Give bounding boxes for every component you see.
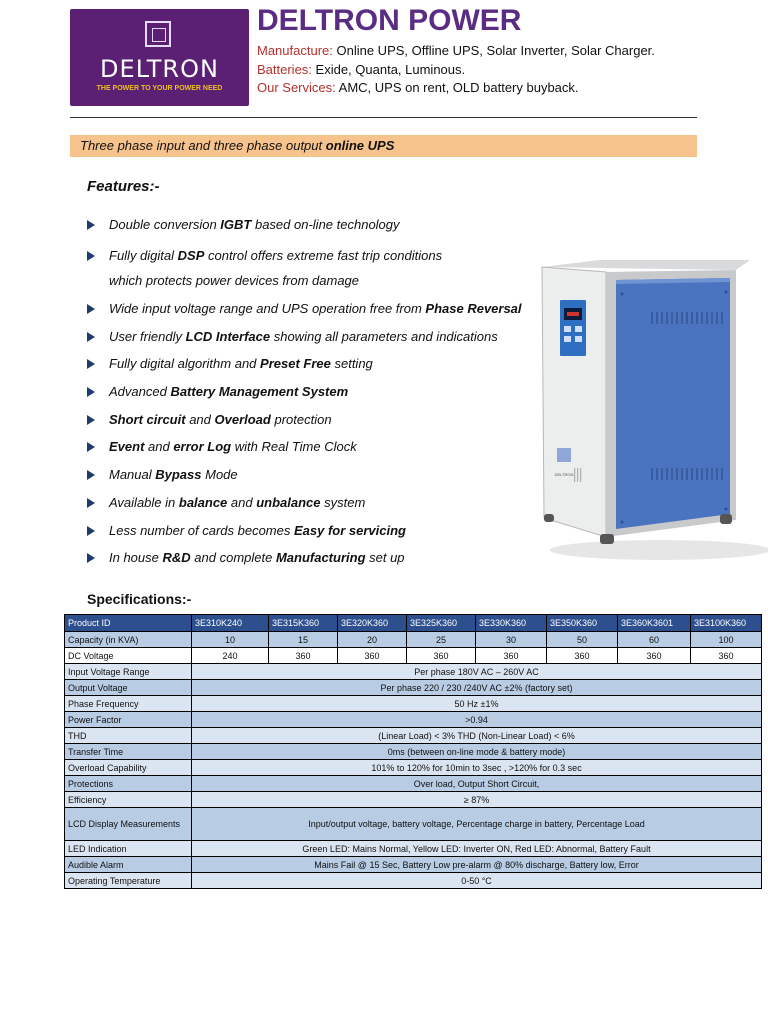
feature-bold-text: error Log <box>173 439 232 454</box>
row-value: Per phase 180V AC – 260V AC <box>192 664 762 680</box>
capacity-row <box>65 632 762 648</box>
specifications-table <box>64 614 762 889</box>
row-label: Protections <box>65 776 192 792</box>
capacity-cell: 60 <box>618 632 691 648</box>
row-value: 0-50 °C <box>192 873 762 889</box>
row-label: Efficiency <box>65 792 192 808</box>
feature-bold-text: Manufacturing <box>275 550 366 565</box>
row-label: LCD Display Measurements <box>65 808 192 841</box>
dc-voltage-cell: 360 <box>476 648 547 664</box>
feature-plain-text: and <box>144 439 174 454</box>
row-label: Operating Temperature <box>65 873 192 889</box>
company-title: DELTRON POWER <box>257 4 522 37</box>
row-value: ≥ 87% <box>192 792 762 808</box>
bullet-arrow-icon <box>87 498 95 508</box>
feature-text <box>109 550 405 565</box>
svg-text:DELTRON: DELTRON <box>554 472 574 477</box>
feature-bold-text: IGBT <box>220 217 252 232</box>
row-label: Overload Capability <box>65 760 192 776</box>
feature-plain-text: which protects power devices from damage <box>109 273 360 288</box>
capacity-cell: 20 <box>338 632 407 648</box>
row-value: (Linear Load) < 3% THD (Non-Linear Load) < 6% <box>192 728 762 744</box>
feature-plain-text: Less number of cards becomes <box>109 523 294 538</box>
table-row <box>65 873 762 889</box>
capacity-cell: 50 <box>547 632 618 648</box>
dc-voltage-cell: 360 <box>338 648 407 664</box>
dc-voltage-row <box>65 648 762 664</box>
table-row <box>65 696 762 712</box>
feature-bold-text: Phase Reversal <box>425 301 522 316</box>
table-row <box>65 728 762 744</box>
bullet-arrow-icon <box>87 359 95 369</box>
row-value: Green LED: Mains Normal, Yellow LED: Inverter ON, Red LED: Abnormal, Battery Fault <box>192 841 762 857</box>
feature-plain-text: User friendly <box>109 329 186 344</box>
feature-text <box>109 412 332 427</box>
feature-plain-text: system <box>320 495 366 510</box>
bullet-arrow-icon <box>87 332 95 342</box>
ups-cabinet-image <box>530 232 768 567</box>
feature-plain-text: and <box>185 412 215 427</box>
product-banner <box>70 135 697 157</box>
bullet-arrow-icon <box>87 220 95 230</box>
header-line-batteries <box>257 62 465 77</box>
dc-voltage-cell: 360 <box>547 648 618 664</box>
feature-plain-text: control offers extreme fast trip conditions <box>204 248 443 263</box>
batteries-label: Batteries: <box>257 62 312 77</box>
feature-plain-text: protection <box>270 412 332 427</box>
table-row <box>65 664 762 680</box>
row-value: 0ms (between on-line mode & battery mode) <box>192 744 762 760</box>
feature-plain-text: Advanced <box>109 384 171 399</box>
feature-text <box>109 273 359 288</box>
table-row <box>65 776 762 792</box>
table-header-row <box>65 615 762 632</box>
bullet-arrow-icon <box>87 387 95 397</box>
dc-voltage-cell: 360 <box>618 648 691 664</box>
product-id-cell: 3E315K360 <box>269 615 338 632</box>
feature-bold-text: Overload <box>214 412 271 427</box>
feature-bold-text: unbalance <box>256 495 321 510</box>
services-label: Our Services: <box>257 80 336 95</box>
row-label: Capacity (in KVA) <box>65 632 192 648</box>
manufacture-label: Manufacture: <box>257 43 333 58</box>
product-id-cell: 3E350K360 <box>547 615 618 632</box>
feature-text <box>109 217 400 232</box>
dc-voltage-cell: 360 <box>407 648 476 664</box>
feature-text <box>109 439 357 454</box>
manufacture-value: Online UPS, Offline UPS, Solar Inverter, Solar Charger. <box>332 43 655 58</box>
row-label: Audible Alarm <box>65 857 192 873</box>
row-label: Product ID <box>65 615 192 632</box>
table-row <box>65 712 762 728</box>
row-label: Output Voltage <box>65 680 192 696</box>
bullet-arrow-icon <box>87 553 95 563</box>
product-id-cell: 3E330K360 <box>476 615 547 632</box>
feature-plain-text: set up <box>365 550 405 565</box>
bullet-arrow-icon <box>87 415 95 425</box>
bullet-arrow-icon <box>87 304 95 314</box>
feature-plain-text: setting <box>330 356 373 371</box>
table-row <box>65 808 762 841</box>
product-id-cell: 3E320K360 <box>338 615 407 632</box>
capacity-cell: 30 <box>476 632 547 648</box>
feature-text <box>109 356 373 371</box>
capacity-cell: 15 <box>269 632 338 648</box>
feature-bold-text: Battery Management System <box>170 384 349 399</box>
feature-text <box>109 301 522 316</box>
chip-icon <box>145 21 171 47</box>
feature-bold-text: R&D <box>162 550 191 565</box>
feature-bold-text: Event <box>109 439 145 454</box>
feature-plain-text: with Real Time Clock <box>231 439 357 454</box>
row-value: >0.94 <box>192 712 762 728</box>
feature-plain-text: based on-line technology <box>251 217 400 232</box>
row-value: Per phase 220 / 230 /240V AC ±2% (factory set) <box>192 680 762 696</box>
bullet-arrow-icon <box>87 442 95 452</box>
feature-plain-text: Double conversion <box>109 217 221 232</box>
banner-text: Three phase input and three phase output <box>80 138 326 153</box>
product-id-cell: 3E3100K360 <box>691 615 762 632</box>
logo-brand-text: DELTRON <box>100 55 219 83</box>
capacity-cell: 100 <box>691 632 762 648</box>
feature-plain-text: and complete <box>190 550 276 565</box>
feature-bold-text: Bypass <box>155 467 202 482</box>
banner-bold-text: online UPS <box>325 138 395 153</box>
header-line-manufacture <box>257 43 655 58</box>
dc-voltage-cell: 240 <box>192 648 269 664</box>
feature-plain-text: In house <box>109 550 163 565</box>
header-divider <box>70 117 697 118</box>
feature-plain-text: Available in <box>109 495 179 510</box>
row-value: 101% to 120% for 10min to 3sec , >120% for 0.3 sec <box>192 760 762 776</box>
row-label: LED Indication <box>65 841 192 857</box>
feature-plain-text: showing all parameters and indications <box>270 329 498 344</box>
row-label: Power Factor <box>65 712 192 728</box>
table-row <box>65 680 762 696</box>
row-label: DC Voltage <box>65 648 192 664</box>
row-label: Phase Frequency <box>65 696 192 712</box>
bullet-arrow-icon <box>87 251 95 261</box>
table-row <box>65 760 762 776</box>
row-value: Input/output voltage, battery voltage, Percentage charge in battery, Percentage Load <box>192 808 762 841</box>
features-heading: Features:- <box>87 178 160 195</box>
header-line-services <box>257 80 579 95</box>
feature-bold-text: Short circuit <box>109 412 186 427</box>
feature-plain-text: Fully digital <box>109 248 178 263</box>
feature-text <box>109 523 406 538</box>
row-value: Over load, Output Short Circuit, <box>192 776 762 792</box>
row-label: Input Voltage Range <box>65 664 192 680</box>
feature-text <box>109 467 238 482</box>
company-logo <box>70 9 249 106</box>
row-value: Mains Fail @ 15 Sec, Battery Low pre-alarm @ 80% discharge, Battery low, Error <box>192 857 762 873</box>
feature-bold-text: balance <box>178 495 228 510</box>
feature-bold-text: LCD Interface <box>185 329 271 344</box>
specifications-heading: Specifications:- <box>87 591 192 607</box>
table-row <box>65 792 762 808</box>
capacity-cell: 25 <box>407 632 476 648</box>
table-row <box>65 841 762 857</box>
feature-bold-text: DSP <box>177 248 205 263</box>
product-id-cell: 3E360K3601 <box>618 615 691 632</box>
product-id-cell: 3E310K240 <box>192 615 269 632</box>
row-label: THD <box>65 728 192 744</box>
feature-text <box>109 248 442 263</box>
table-row <box>65 744 762 760</box>
logo-tagline: THE POWER TO YOUR POWER NEED <box>96 85 223 92</box>
feature-plain-text: Manual <box>109 467 156 482</box>
dc-voltage-cell: 360 <box>269 648 338 664</box>
batteries-value: Exide, Quanta, Luminous. <box>311 62 466 77</box>
feature-text <box>109 495 365 510</box>
feature-plain-text: Mode <box>201 467 238 482</box>
bullet-arrow-icon <box>87 470 95 480</box>
product-id-cell: 3E325K360 <box>407 615 476 632</box>
capacity-cell: 10 <box>192 632 269 648</box>
dc-voltage-cell: 360 <box>691 648 762 664</box>
feature-text <box>109 384 348 399</box>
row-label: Transfer Time <box>65 744 192 760</box>
services-value: AMC, UPS on rent, OLD battery buyback. <box>335 80 579 95</box>
feature-bold-text: Preset Free <box>260 356 331 371</box>
row-value: 50 Hz ±1% <box>192 696 762 712</box>
table-row <box>65 857 762 873</box>
feature-bold-text: Easy for servicing <box>293 523 406 538</box>
feature-text <box>109 329 498 344</box>
feature-plain-text: and <box>227 495 257 510</box>
bullet-arrow-icon <box>87 526 95 536</box>
feature-plain-text: Wide input voltage range and UPS operation free from <box>109 301 426 316</box>
feature-plain-text: Fully digital algorithm and <box>109 356 261 371</box>
